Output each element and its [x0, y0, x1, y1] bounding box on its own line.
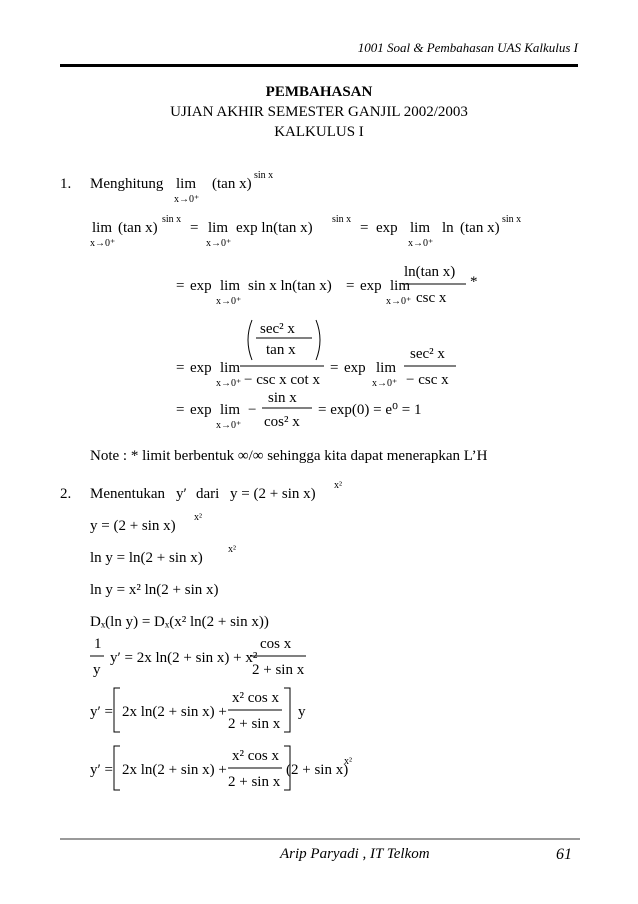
- left-bracket: [114, 688, 120, 732]
- problem2-label: Menentukan: [90, 486, 165, 502]
- equals: =: [190, 220, 199, 236]
- exp-word: exp: [360, 278, 382, 294]
- lim-word: lim: [176, 176, 197, 192]
- equals: =: [360, 220, 369, 236]
- fraction-denominator: − csc x cot x: [244, 372, 320, 388]
- right-bracket: [284, 688, 290, 732]
- lim-word: lim: [390, 278, 411, 294]
- lim-sub: x→0⁺: [90, 238, 116, 249]
- fraction-numerator: x² cos x: [232, 748, 279, 764]
- exponent: x²: [344, 756, 352, 767]
- page-title: PEMBAHASAN: [265, 84, 373, 100]
- tan-exp: sin x: [502, 214, 522, 225]
- lim-word: lim: [220, 360, 241, 376]
- lim-word: lim: [92, 220, 113, 236]
- fraction-numerator: 1: [94, 636, 102, 652]
- fraction-numerator: sec² x: [260, 321, 295, 337]
- exam-subtitle: UJIAN AKHIR SEMESTER GANJIL 2002/2003: [170, 104, 468, 120]
- sinx-ln-expr: sin x ln(tan x): [248, 278, 332, 294]
- equals: =: [176, 360, 185, 376]
- step-line: y′ =: [90, 704, 113, 720]
- lim-word: lim: [220, 278, 241, 294]
- fraction-numerator: sec² x: [410, 346, 445, 362]
- function-expr: y = (2 + sin x): [230, 486, 316, 502]
- fraction-denominator: y: [93, 662, 101, 678]
- fraction-numerator: sin x: [268, 390, 297, 406]
- fraction-denominator: 2 + sin x: [228, 716, 281, 732]
- footer-rule: [60, 838, 580, 840]
- right-paren: [316, 320, 320, 360]
- exponent: x²: [334, 480, 342, 491]
- tan-exp: sin x: [254, 170, 274, 181]
- page-number: 61: [556, 846, 572, 863]
- minus-sign: −: [248, 402, 257, 418]
- lim-sub: x→0⁺: [216, 378, 242, 389]
- equals: =: [346, 278, 355, 294]
- step-line: Dₓ(ln y) = Dₓ(x² ln(2 + sin x)): [90, 614, 269, 630]
- footer-author: Arip Paryadi , IT Telkom: [280, 846, 430, 862]
- exp-word: exp: [190, 360, 212, 376]
- step-line: ln y = x² ln(2 + sin x): [90, 582, 219, 598]
- left-paren: [248, 320, 252, 360]
- step-line: 2x ln(2 + sin x) +: [122, 704, 227, 720]
- equals: =: [176, 278, 185, 294]
- left-bracket: [114, 746, 120, 790]
- tan-exp: sin x: [332, 214, 352, 225]
- tan-expr: (tan x): [460, 220, 500, 236]
- step-line: ln y = ln(2 + sin x): [90, 550, 203, 566]
- problem1-note: Note : * limit berbentuk ∞/∞ sehingga kita dapat menerapkan L’H: [90, 448, 488, 464]
- running-header: 1001 Soal & Pembahasan UAS Kalkulus I: [357, 40, 578, 55]
- ln-word: ln: [442, 220, 454, 236]
- tan-expr: (tan x): [118, 220, 158, 236]
- problem1-label: Menghitung: [90, 176, 164, 192]
- lim-word: lim: [208, 220, 229, 236]
- fraction-denominator: 2 + sin x: [228, 774, 281, 790]
- fraction-numerator: cos x: [260, 636, 292, 652]
- fraction-denominator: 2 + sin x: [252, 662, 305, 678]
- lim-sub: x→0⁺: [216, 296, 242, 307]
- step-line: 2x ln(2 + sin x) +: [122, 762, 227, 778]
- exp-word: exp: [376, 220, 398, 236]
- step-line: y′ = 2x ln(2 + sin x) + x²: [110, 650, 258, 666]
- fraction-denominator: csc x: [416, 290, 447, 306]
- lim-sub: x→0⁺: [206, 238, 232, 249]
- lim-word: lim: [410, 220, 431, 236]
- step-line: y′ =: [90, 762, 113, 778]
- lim-word: lim: [376, 360, 397, 376]
- lim-sub: x→0⁺: [372, 378, 398, 389]
- problem1-number: 1.: [60, 176, 72, 192]
- step-line: (2 + sin x): [286, 762, 349, 778]
- yprime-symbol: y′: [176, 486, 187, 502]
- step-line: y: [298, 704, 306, 720]
- fraction-numerator: x² cos x: [232, 690, 279, 706]
- fraction-denominator: tan x: [266, 342, 296, 358]
- lim-word: lim: [220, 402, 241, 418]
- fraction-denominator: − csc x: [406, 372, 449, 388]
- fraction-denominator: cos² x: [264, 414, 300, 430]
- fraction-numerator: ln(tan x): [404, 264, 456, 280]
- exp-ln-expr: exp ln(tan x): [236, 220, 313, 236]
- final-result: = exp(0) = e⁰ = 1: [318, 402, 422, 418]
- step-line: y = (2 + sin x): [90, 518, 176, 534]
- equals: =: [330, 360, 339, 376]
- exponent: x²: [228, 544, 236, 555]
- dari-word: dari: [196, 486, 220, 502]
- exp-word: exp: [190, 278, 212, 294]
- lim-sub: x→0⁺: [216, 420, 242, 431]
- problem2-number: 2.: [60, 486, 72, 502]
- lim-sub: x→0⁺: [408, 238, 434, 249]
- lim-sub: x→0⁺: [174, 194, 200, 205]
- exp-word: exp: [344, 360, 366, 376]
- course-subtitle: KALKULUS I: [274, 124, 364, 140]
- exponent: x²: [194, 512, 202, 523]
- tan-expr: (tan x): [212, 176, 252, 192]
- tan-exp: sin x: [162, 214, 182, 225]
- footnote-star: *: [470, 274, 478, 290]
- exp-word: exp: [190, 402, 212, 418]
- lim-sub: x→0⁺: [386, 296, 412, 307]
- equals: =: [176, 402, 185, 418]
